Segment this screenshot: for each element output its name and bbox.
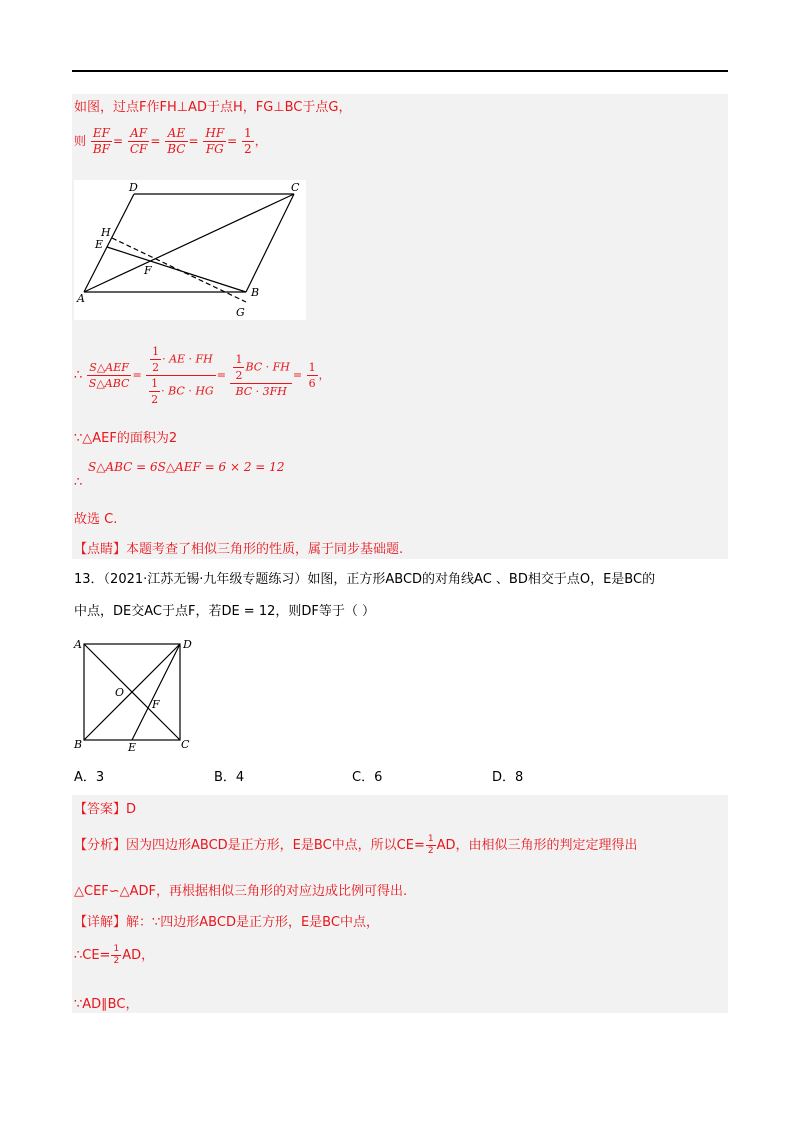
label-h: H — [101, 226, 111, 239]
option-c[interactable]: C．6 — [352, 770, 383, 785]
detail-half-frac: $\frac{1}{2}$ — [113, 944, 120, 966]
comment-line — [74, 541, 403, 559]
detail-tag: 【详解】 — [74, 915, 127, 930]
segment-ad — [84, 194, 134, 292]
choose-line: 故选 C. — [74, 512, 118, 527]
option-b[interactable]: B．4 — [214, 770, 245, 785]
option-d[interactable]: D．8 — [492, 770, 524, 785]
answer-shade — [72, 795, 728, 1013]
option-a[interactable]: A．3 — [74, 770, 105, 785]
label-f: F — [152, 698, 160, 711]
q13-line-2: 中点，DE交AC于点F，若DE = 12，则DF等于（ ） — [74, 604, 375, 619]
label-o: O — [115, 686, 125, 699]
label-e: E — [128, 741, 137, 752]
detail-line-1: 【详解】解：∵四边形ABCD是正方形，E是BC中点， — [74, 915, 379, 930]
answer-tag: 【答案】 — [74, 802, 127, 817]
ratio-frac-hf-fg: $\frac{HF}{FG}$ — [205, 126, 225, 156]
area-result-frac: $\frac{1}{6}$ — [308, 361, 316, 390]
given-area: ∵△AEF的面积为2 — [74, 431, 178, 446]
analysis-half-frac: $\frac{1}{2}$ — [427, 834, 434, 856]
header-rule — [72, 70, 728, 72]
label-d: D — [183, 638, 192, 651]
label-b: B — [251, 286, 260, 299]
label-d: D — [129, 181, 138, 194]
q13-line-1: 13．（2021·江苏无锡·九年级专题练习）如图，正方形ABCD的对角线AC 、BD相交于点O，E是BC的 — [74, 572, 656, 587]
analysis-line-1: 【分析】因为四边形ABCD是正方形，E是BC中点，所以CE= $\frac{1}{2}$ AD，由相似三角形的判定定理得出 — [74, 834, 638, 856]
therefore-symbol: ∴ — [74, 475, 83, 490]
area-ratio-equation: ∴ $\frac{\text{S△AEF}}{\text{S△ABC}}$ = $\frac{1}{2}$ · AE · FH $\frac{1}{2}$ · BC · HG = $\frac{1}{2}$ BC · FH BC · 3FH = $\frac{1}{6}$ ， — [74, 345, 330, 406]
segment-eb — [107, 247, 246, 292]
ratio-frac-ae-bc: $\frac{AE}{BC}$ — [167, 126, 186, 156]
area-mid1-frac: $\frac{1}{2}$ · AE · FH $\frac{1}{2}$ · BC · HG — [146, 344, 216, 407]
label-e: E — [95, 238, 104, 251]
ratio-frac-half: $\frac{1}{2}$ — [244, 126, 252, 156]
square-figure — [72, 634, 202, 752]
solution-line-1: 如图，过点F作FH⊥AD于点H，FG⊥BC于点G， — [74, 100, 352, 115]
area-mid2-frac: $\frac{1}{2}$ BC · FH BC · 3FH — [230, 352, 291, 399]
parallelogram-figure — [74, 180, 306, 320]
detail-line-2: ∴CE= $\frac{1}{2}$ AD， — [74, 944, 155, 966]
label-a: A — [77, 292, 85, 305]
answer-value: D — [126, 802, 137, 817]
solution-shade-top — [72, 94, 728, 559]
segment-cb — [246, 194, 294, 292]
analysis-tag: 【分析】 — [74, 838, 127, 853]
comment-text: 本题考查了相似三角形的性质，属于同步基础题. — [126, 542, 404, 557]
label-f: F — [144, 264, 152, 277]
answer-line — [74, 801, 136, 819]
label-c: C — [181, 738, 190, 751]
segment-ac — [84, 194, 294, 292]
segment-de — [132, 644, 180, 740]
area-lhs-frac: $\frac{\text{S△AEF}}{\text{S△ABC}}$ — [88, 361, 130, 390]
label-c: C — [291, 181, 300, 194]
ratio-frac-ef-bf: $\frac{EF}{BF}$ — [92, 126, 110, 156]
label-g: G — [236, 306, 245, 319]
label-b: B — [74, 738, 83, 751]
ratio-equation: 则 $\frac{EF}{BF}$ = $\frac{AF}{CF}$ = $\frac{AE}{BC}$ = $\frac{HF}{FG}$ = $\frac{1}{2}$ ， — [74, 126, 267, 156]
label-a: A — [74, 638, 82, 651]
analysis-line-2: △CEF∽△ADF，再根据相似三角形的对应边成比例可得出. — [74, 884, 408, 899]
comment-tag: 【点睛】 — [74, 542, 127, 557]
detail-line-3: ∵AD∥BC， — [74, 997, 139, 1012]
ratio-frac-af-cf: $\frac{AF}{CF}$ — [129, 126, 148, 156]
final-area-line: S△ABC = 6S△AEF = 6 × 2 = 12 — [88, 460, 285, 474]
